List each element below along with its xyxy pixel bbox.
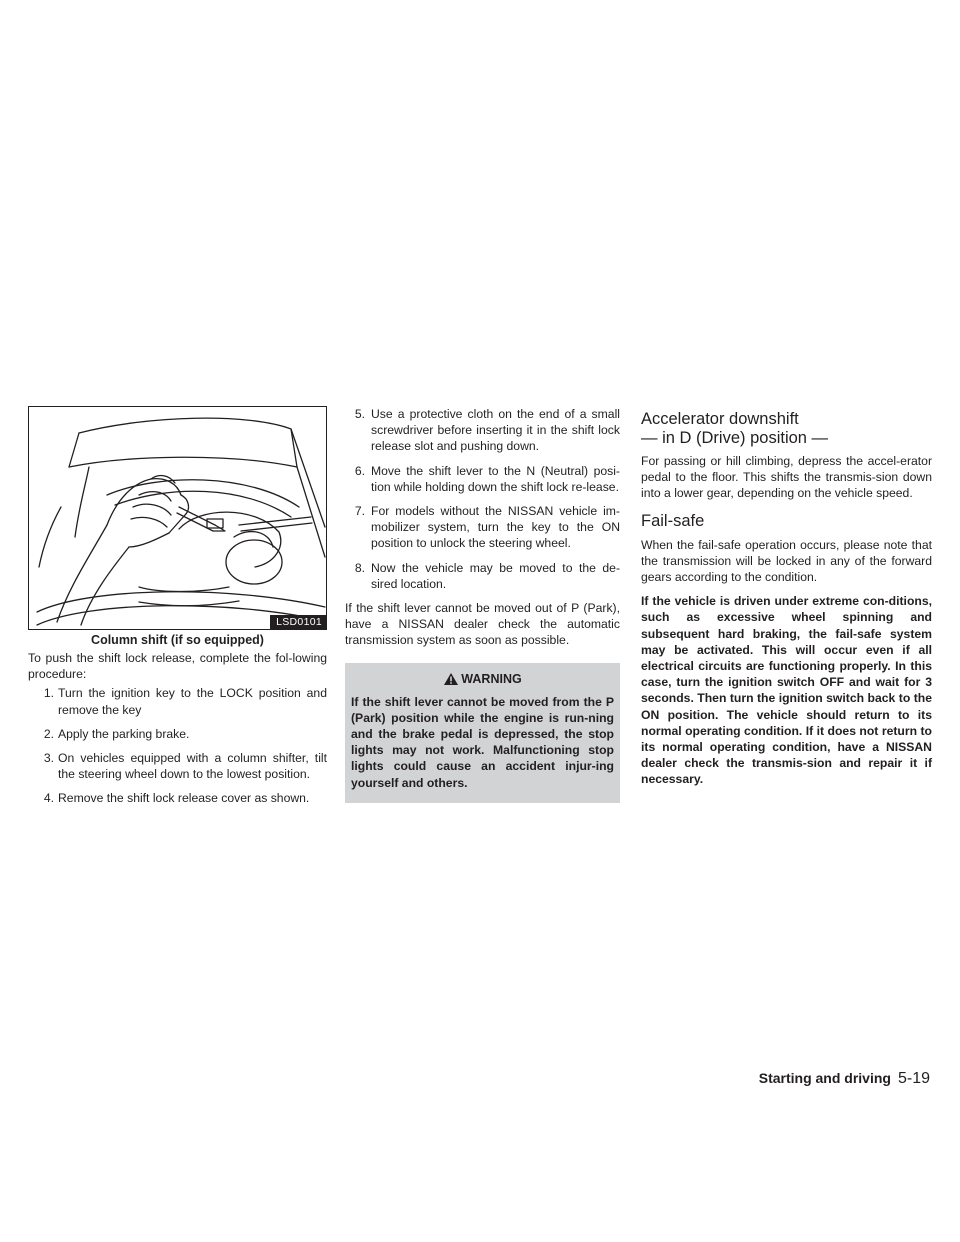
step-number: 8. (354, 560, 365, 575)
list-item (28, 750, 327, 782)
list-item (28, 685, 327, 717)
warning-header (351, 671, 614, 687)
figure-caption: Column shift (if so equipped) (91, 633, 264, 647)
figure-code: LSD0101 (270, 615, 326, 629)
procedure-intro: To push the shift lock release, complete the fol-lowing procedure: (28, 651, 327, 682)
step-text: Apply the parking brake. (58, 726, 190, 741)
step-number: 5. (354, 407, 365, 421)
step-number: 2. (43, 726, 54, 741)
step-text: Remove the shift lock release cover as shown. (58, 791, 310, 806)
step-number: 1. (43, 686, 54, 701)
step-text: Move the shift lever to the N (Neutral) posi-tion while holding down the shift lock re-lease. (371, 463, 620, 494)
step-text: Turn the ignition key to the LOCK position and remove the key (58, 686, 327, 717)
list-item (345, 503, 620, 552)
procedure-steps-continued (345, 406, 620, 592)
footer-section-title: Starting and driving (758, 1070, 891, 1086)
middle-column (345, 406, 620, 803)
list-item (345, 560, 620, 592)
dealer-check-paragraph: If the shift lever cannot be moved out of P (Park), have a NISSAN dealer check the automatic transmission system as soon as possible. (345, 601, 620, 648)
step-number: 7. (354, 504, 365, 519)
downshift-title-line1: Accelerator downshift (641, 410, 799, 428)
step-text: For models without the NISSAN vehicle im-mobilizer system, turn the key to the ON position to unlock the steering wheel. (371, 504, 620, 551)
page-number: 5-19 (897, 1070, 930, 1087)
left-column (28, 406, 327, 815)
warning-title: WARNING (461, 671, 522, 686)
list-item (345, 406, 620, 455)
failsafe-heading: Fail-safe (641, 511, 705, 530)
list-item (28, 790, 327, 806)
downshift-title-line2: — in D (Drive) position — (641, 429, 829, 447)
list-item (28, 726, 327, 742)
downshift-heading (641, 410, 932, 448)
hand-on-steering-column-illustration (29, 407, 326, 629)
failsafe-paragraph: When the fail-safe operation occurs, please note that the transmission will be locked in any of the forward gears according to the condition. (641, 537, 932, 585)
step-number: 4. (43, 791, 54, 806)
warning-text: If the shift lever cannot be moved from the P (Park) position while the engine is run-ning and the brake pedal is depressed, the stop lights may not work. Malfunctioning stop lights could cause an accident injur-ing yourself and others. (351, 694, 614, 790)
warning-box (345, 663, 620, 803)
procedure-steps-list (28, 685, 327, 806)
step-text: Use a protective cloth on the end of a small screwdriver before inserting it in the shift lock release slot and pushing down. (371, 407, 620, 454)
warning-triangle-icon (443, 672, 459, 686)
list-item (345, 463, 620, 495)
step-number: 3. (43, 751, 54, 766)
step-text: Now the vehicle may be moved to the de-sired location. (371, 560, 620, 591)
right-column (641, 406, 932, 788)
shift-lock-figure (28, 406, 327, 630)
step-text: On vehicles equipped with a column shifter, tilt the steering wheel down to the lowest position. (58, 751, 327, 782)
failsafe-bold-paragraph: If the vehicle is driven under extreme con-ditions, such as excessive wheel spinning and subsequent hard braking, the fail-safe system may be activated. This will occur even if all electrical circuits are functioning properly. In this case, turn the ignition switch OFF and wait for 3 seconds. Then turn the ignition switch back to the ON position. The vehicle should return to its normal operating condition. If it does not return to its normal operating condition, have a NISSAN dealer check the transmis-sion and repair it if necessary. (641, 594, 932, 787)
step-number: 6. (354, 463, 365, 478)
downshift-paragraph: For passing or hill climbing, depress the accel-erator pedal to the floor. This shifts the transmis-sion down into a lower gear, depending on the vehicle speed. (641, 454, 932, 501)
page-footer (759, 1070, 930, 1088)
